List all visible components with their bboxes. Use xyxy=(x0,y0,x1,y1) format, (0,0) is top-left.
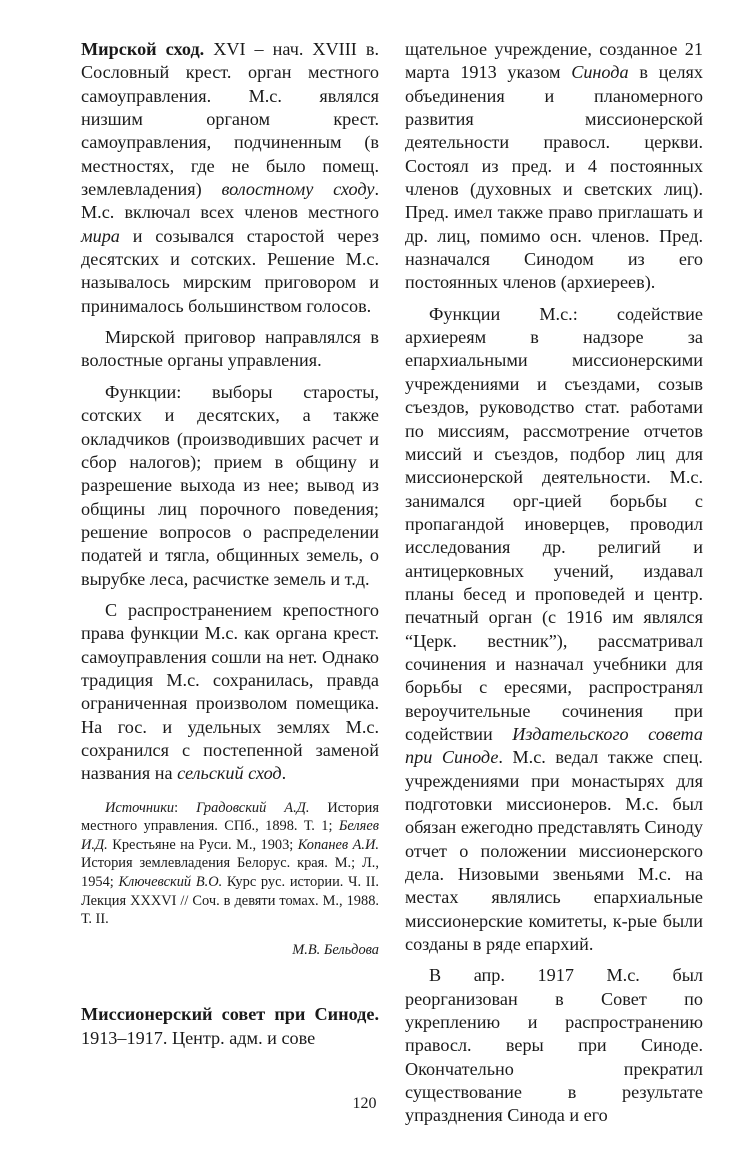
right-column xyxy=(405,38,703,1128)
paragraph-text: Функции М.с.: содействие архиереям в надзоре за епархиальными миссионерскими учреждениями и съездами, созыв съездов, руководство стат. работами по миссиям, рассмотрение отчетов миссий и съездов, подбор лиц для миссионерской деятельности. М.с. занимался орг-цией борьбы с пропагандой иноверцев, проводил исследования др. религий и антицерковных учений, издавал планы бесед и проповедей и центр. печатный орган (с 1916 им являлся “Церк. вестник”), рассматривал сочинения и назначал учебники для борьбы с ересями, распространял вероучительные сочинения при содействии xyxy=(405,303,703,744)
source-title: История местного управления. СПб., 1898. Т. 1; xyxy=(81,799,379,835)
paragraph-continued xyxy=(405,38,703,295)
source-title: История землевладения Белорус. края. М.; Л., 1954; xyxy=(81,855,379,891)
source-author: Ключевский В.О. xyxy=(118,874,223,891)
article-text: . М.с. включал всех членов местного xyxy=(81,179,379,223)
cross-reference: Синода xyxy=(571,62,629,83)
article-author: М.В. Бельдова xyxy=(292,941,379,958)
cross-reference: сельский сход xyxy=(177,763,282,784)
paragraph xyxy=(405,303,703,957)
paragraph-text: в целях объединения и планомерного развития миссионерской деятельности правосл. церкви. Состоял из пред. и 4 постоянных членов (духовных и светских лиц). Пред. имел также право приглашать и др. лиц, помимо осн. членов. Пред. назначался Синодом из его постоянных членов (архиереев). xyxy=(405,62,703,293)
paragraph: Функции: выборы старосты, сотских и десятских, а также окладчиков (производивших расчет и сбор налогов); прием в общину и разрешение выхода из нее; вывод из общины лиц порочного поведения; решение вопросов о распределении податей и тягла, общинных земель, о вырубке леса, расчистке земель и т.д. xyxy=(81,381,379,589)
paragraph-text: щательное учреждение, созданное 21 марта 1913 указом xyxy=(405,39,703,83)
article-term: Миссионерский совет при Синоде. xyxy=(81,1004,379,1025)
article-term: Мирской сход. xyxy=(81,39,205,59)
source-author: Беляев И.Д. xyxy=(81,818,379,853)
article-text: и созывался старостой через десятских и сотских. Решение М.с. называлось мирским приговором и принималось большинством голосов. xyxy=(81,225,379,316)
paragraph-text: С распространением крепостного права функции М.с. как органа крест. самоуправления сошли на нет. Однако традиция М.с. сохранилась, правда ограниченная произволом помещика. На гос. и удельных землях М.с. сохранился с постепенной заменой названия на xyxy=(81,599,379,784)
paragraph-text: . xyxy=(281,763,287,784)
article-missionersky-sovet xyxy=(81,1003,379,1050)
page-number: 120 xyxy=(352,1095,377,1112)
sources-colon: : xyxy=(174,799,197,816)
paragraph-text: . М.с. ведал также спец. учреждениями при монастырях для подготовки миссионеров. М.с. был обязан ежегодно представлять Синоду отчет о положении миссионерского дела. Низовыми звеньями М.с. на местах являлись епархиальные миссионерские комитеты, к-рые были созданы в ряде епархий. xyxy=(405,747,703,955)
cross-reference: волостному сходу xyxy=(221,179,375,200)
left-column xyxy=(81,38,379,1050)
sources-label: Источники xyxy=(105,799,175,816)
article-mirskoy-skhod xyxy=(81,38,379,318)
paragraph: Мирской приговор направлялся в волостные органы управления. xyxy=(81,327,379,371)
source-title: Курс рус. истории. Ч. II. Лекция XXXVI // Соч. в девяти томах. М., 1988. Т. II. xyxy=(81,874,379,928)
source-author: Копанев А.И. xyxy=(297,836,379,853)
source-title: Крестьяне на Руси. М., 1903; xyxy=(107,836,298,853)
cross-reference: Издательского совета при Синоде xyxy=(405,723,703,768)
article-text: 1913–1917. Центр. адм. и сове xyxy=(81,1027,316,1048)
article-text: XVI – нач. XVIII в. Сословный крест. орган местного самоуправления. М.с. являлся низшим органом крест. самоуправления, подчиненным (в местностях, где не было помещ. землевладения) xyxy=(81,39,379,200)
paragraph: В апр. 1917 М.с. был реорганизован в Совет по укреплению и распространению правосл. веры при Синоде. Окончательно прекратил существование в результате упразднения Синода и его xyxy=(405,965,703,1126)
cross-reference: мира xyxy=(81,225,120,246)
sources-block xyxy=(81,799,379,929)
paragraph xyxy=(81,599,379,786)
source-author: Градовский А.Д. xyxy=(196,799,310,816)
